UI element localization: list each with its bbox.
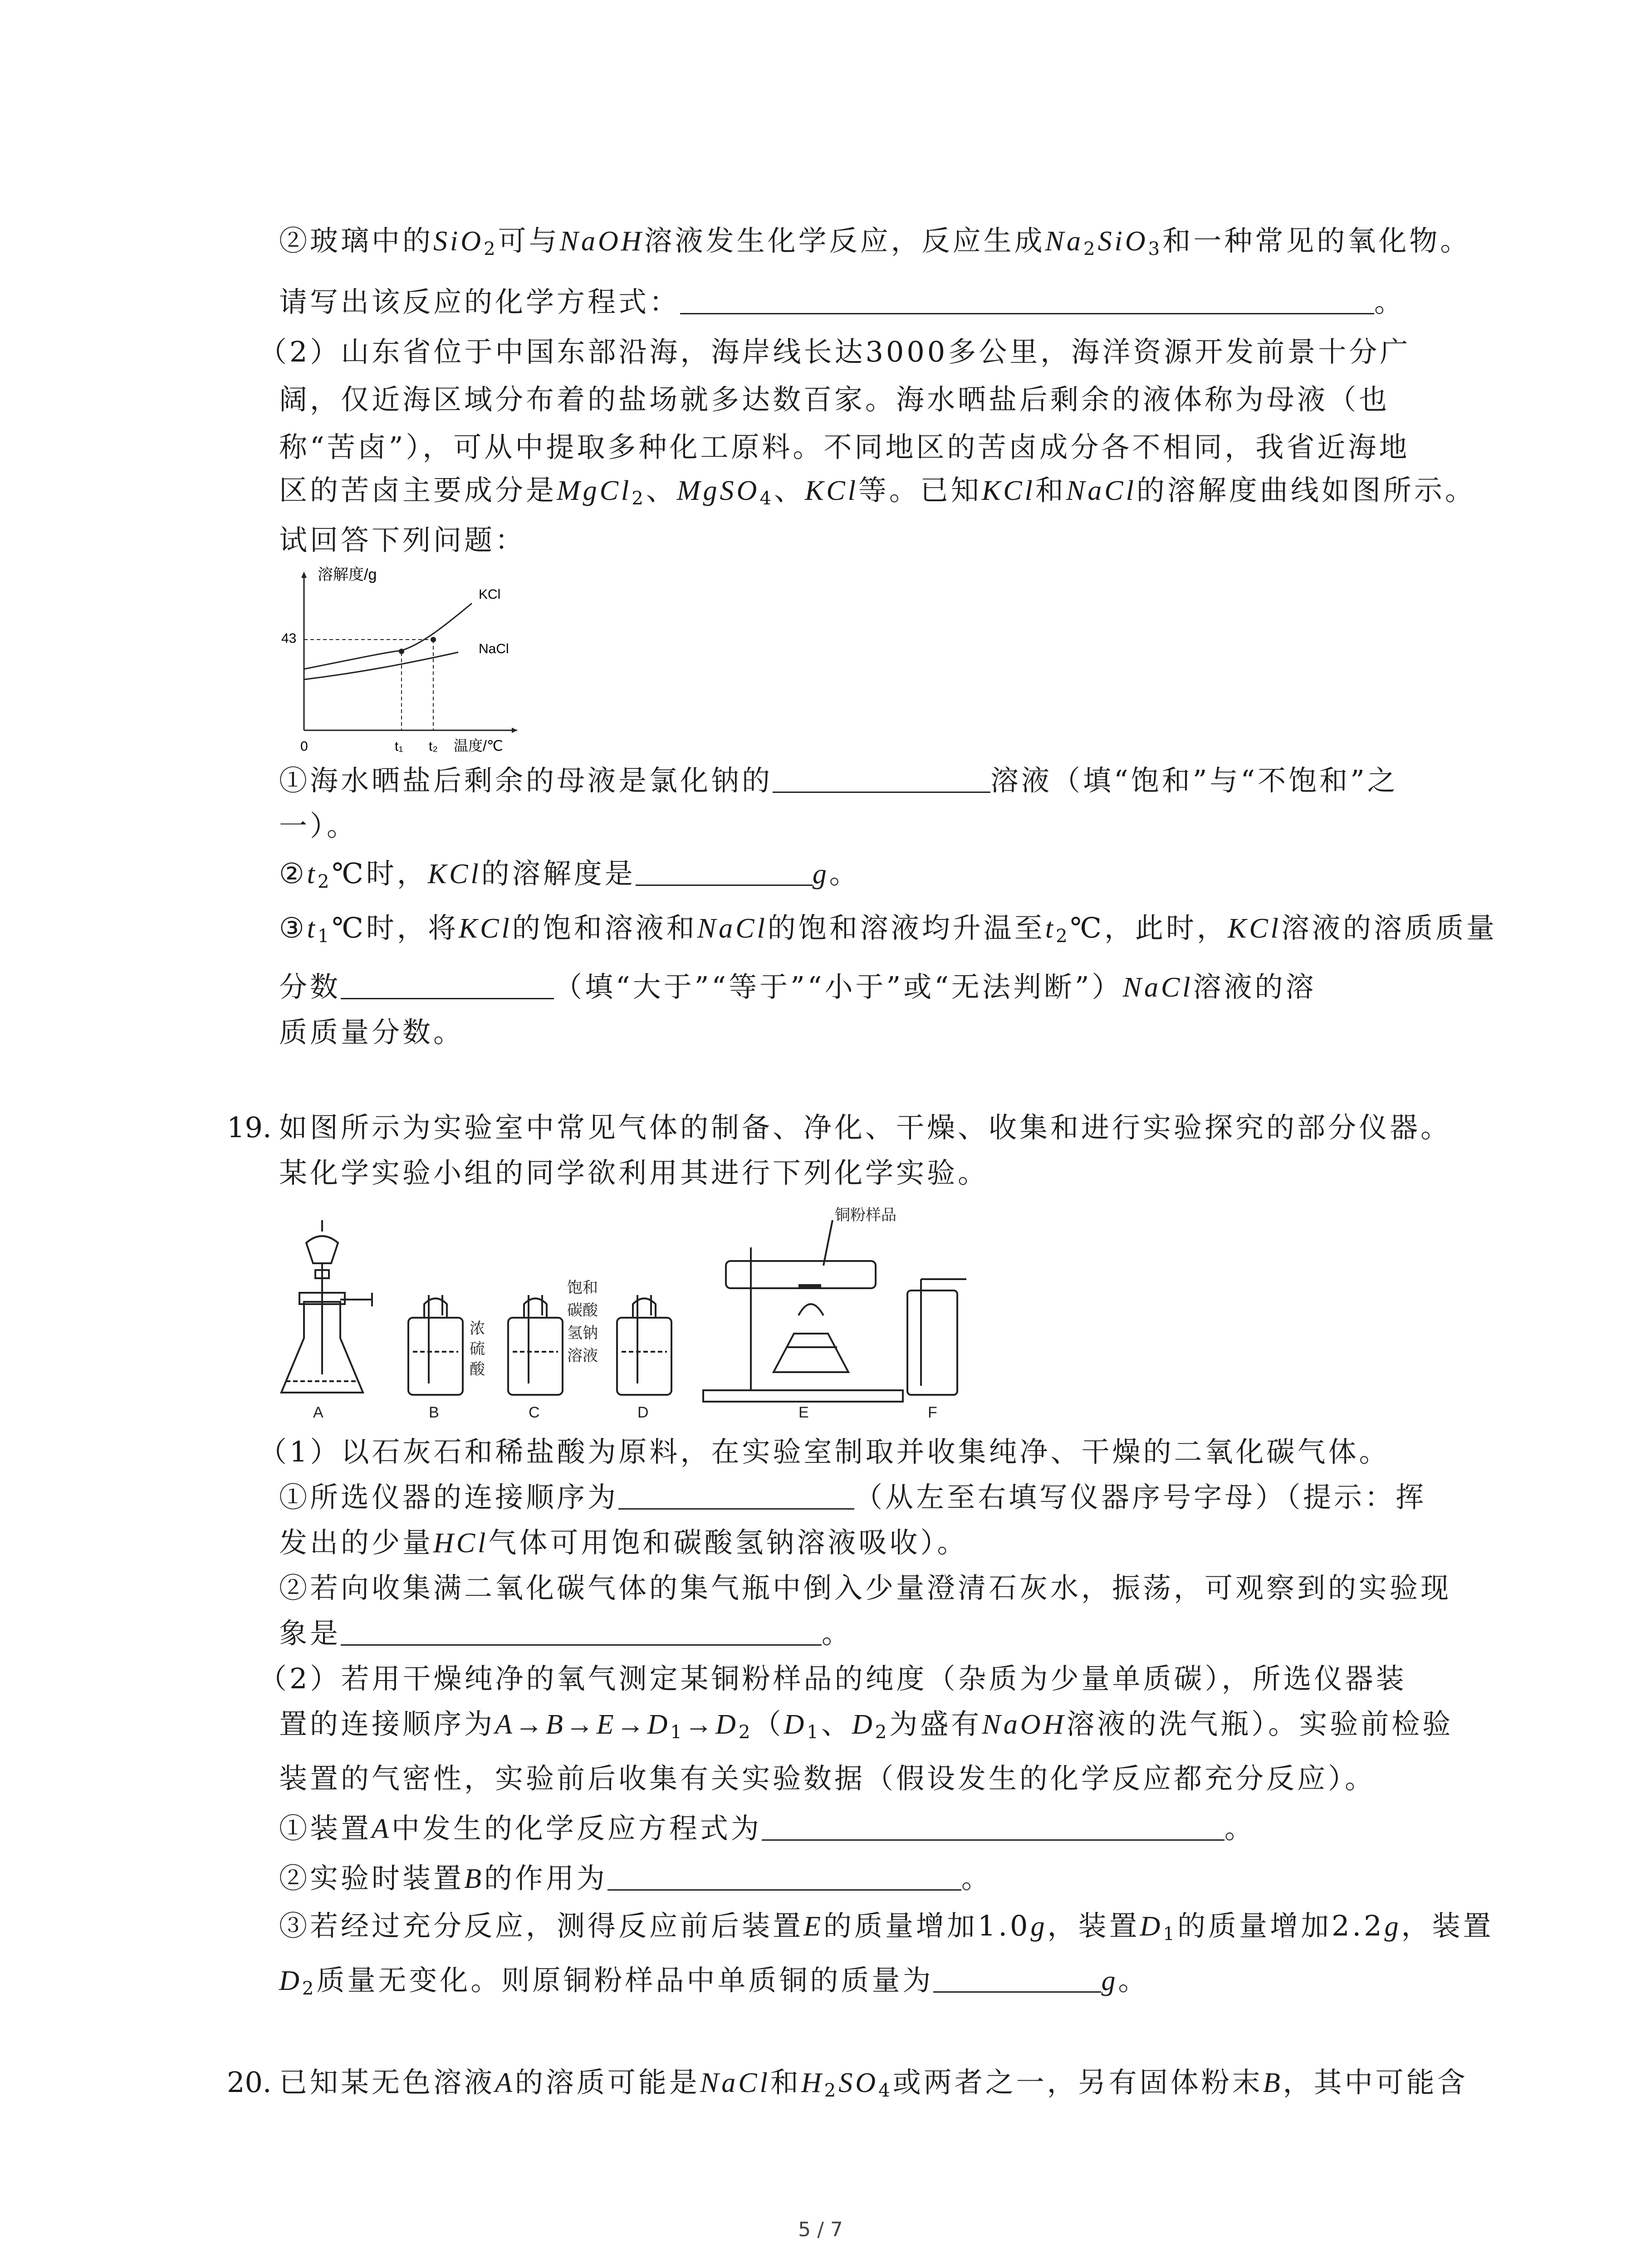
bottle-d	[617, 1318, 671, 1395]
text-line: ③若经过充分反应，测得反应前后装置E的质量增加1.0g，装置$D_1$的质量增加2.2g，装置	[279, 1909, 1494, 1945]
funnel-a	[306, 1236, 338, 1263]
label-f: F	[928, 1404, 937, 1421]
text-line: 质质量分数。	[279, 1016, 465, 1049]
text-line: 分数 （填“大于”“等于”“小于”或“无法判断”）NaCl溶液的溶	[279, 970, 1317, 1003]
text-line: 如图所示为实验室中常见气体的制备、净化、干燥、收集和进行实验探究的部分仪器。	[279, 1111, 1452, 1144]
stand-base	[703, 1390, 903, 1402]
text-line: $③t_1℃$时，将KCl的饱和溶液和NaCl的饱和溶液均升温至$t_2℃$，此时，KCl溶液的溶质质量	[279, 911, 1497, 947]
answer-blank[interactable]	[618, 1486, 854, 1510]
origin-label: 0	[300, 739, 308, 754]
sample-label: 铜粉样品	[835, 1207, 896, 1224]
x-axis-label: 温度/℃	[454, 738, 503, 754]
label-d: D	[637, 1404, 649, 1421]
text-line: 象是 。	[279, 1617, 853, 1650]
text-line: ①装置A中发生的化学反应方程式为 。	[279, 1812, 1255, 1845]
apparatus-figure	[272, 1202, 1361, 1429]
text-line: $②t_2℃$时，KCl的溶解度是 g。	[279, 857, 860, 893]
text-line: （2）山东省位于中国东部沿海，海岸线长达3000多公里，海洋资源开发前景十分广	[259, 335, 1411, 368]
bottle-b	[408, 1318, 463, 1395]
nacl-curve	[304, 652, 458, 679]
conc-label: 浓	[470, 1320, 485, 1337]
text-line: 置的连接顺序为$A\to B\to E\to D_1\to D_2(D_1$、$D_2$为盛有NaOH溶液的洗气瓶）。实验前检验	[279, 1707, 1454, 1743]
answer-blank[interactable]	[341, 1623, 822, 1646]
question-number: 19.	[227, 1111, 272, 1144]
answer-blank[interactable]	[933, 1970, 1101, 1993]
question-number: 20.	[227, 2066, 272, 2099]
alcohol-lamp	[774, 1334, 848, 1372]
sat-label: 饱和	[567, 1279, 598, 1296]
text-line: （2）若用干燥纯净的氧气测定某铜粉样品的纯度（杂质为少量单质碳），所选仪器装	[259, 1662, 1407, 1695]
bottle-c	[508, 1318, 563, 1395]
text-line: 试回答下列问题：	[279, 523, 526, 557]
answer-blank[interactable]	[636, 863, 813, 886]
text-line: 装置的气密性，实验前后收集有关实验数据（假设发生的化学反应都充分反应）。	[279, 1762, 1376, 1795]
text-line: ①海水晒盐后剩余的母液是氯化钠的 溶液（填“饱和”与“不饱和”之	[279, 764, 1398, 797]
text-line: 发出的少量HCl气体可用饱和碳酸氢钠溶液吸收）。	[279, 1526, 968, 1559]
text-line: ②玻璃中的SiO$_2$可与NaOH溶液发生化学反应，反应生成$Na_2SiO_3$和一种常见的氧化物。	[279, 224, 1471, 260]
text-line: ①所选仪器的连接顺序为 （从左至右填写仪器序号字母）（提示：挥	[279, 1481, 1427, 1514]
nacl-label: NaCl	[479, 641, 509, 656]
text-line: 一）。	[279, 809, 358, 842]
svg-text:氢钠: 氢钠	[567, 1325, 598, 1342]
label-e: E	[798, 1404, 809, 1421]
svg-text:碳酸: 碳酸	[567, 1302, 598, 1319]
answer-blank[interactable]	[762, 1818, 1225, 1841]
text-line: 区的苦卤主要成分是MgCl$_2$、MgSO$_4$、KCl等。已知KCl和NaCl的溶解度曲线如图所示。	[279, 474, 1476, 509]
bottle-f	[907, 1290, 957, 1395]
answer-blank[interactable]	[680, 291, 1374, 314]
label-b: B	[429, 1404, 439, 1421]
answer-blank[interactable]	[607, 1867, 961, 1891]
text-line: 某化学实验小组的同学欲利用其进行下列化学实验。	[279, 1156, 989, 1189]
t2-label: t₂	[429, 739, 438, 754]
text-line: $D_2$质量无变化。则原铜粉样品中单质铜的质量为 g。	[279, 1964, 1149, 1999]
text-line: 已知某无色溶液A的溶质可能是NaCl和$H_2SO_4$或两者之一，另有固体粉末B，其中可能含	[279, 2066, 1468, 2102]
svg-text:溶液: 溶液	[567, 1347, 598, 1364]
label-c: C	[529, 1404, 540, 1421]
solubility-graph	[272, 558, 526, 758]
kcl-label: KCl	[479, 587, 501, 602]
text-line: ②若向收集满二氧化碳气体的集气瓶中倒入少量澄清石灰水，振荡，可观察到的实验现	[279, 1571, 1452, 1604]
text-line: 称“苦卤”），可从中提取多种化工原料。不同地区的苦卤成分各不相同，我省近海地	[279, 430, 1410, 464]
svg-text:硫: 硫	[470, 1340, 485, 1358]
text-line: ②实验时装置B的作用为 。	[279, 1862, 992, 1895]
label-a: A	[313, 1404, 323, 1421]
text-line: 阔，仅近海区域分布着的盐场就多达数百家。海水晒盐后剩余的液体称为母液（也	[279, 383, 1390, 416]
answer-blank[interactable]	[341, 976, 554, 999]
svg-text:酸: 酸	[470, 1361, 485, 1378]
y-tick-43: 43	[281, 631, 297, 646]
text-line: 请写出该反应的化学方程式： 。	[279, 285, 1406, 318]
y-axis-label: 溶解度/g	[318, 566, 377, 583]
t1-label: t₁	[395, 739, 403, 754]
answer-blank[interactable]	[773, 770, 990, 793]
text-line: （1）以石灰石和稀盐酸为原料，在实验室制取并收集纯净、干燥的二氧化碳气体。	[259, 1435, 1390, 1468]
kcl-curve	[304, 603, 472, 669]
page-number: 5 / 7	[798, 2218, 843, 2241]
